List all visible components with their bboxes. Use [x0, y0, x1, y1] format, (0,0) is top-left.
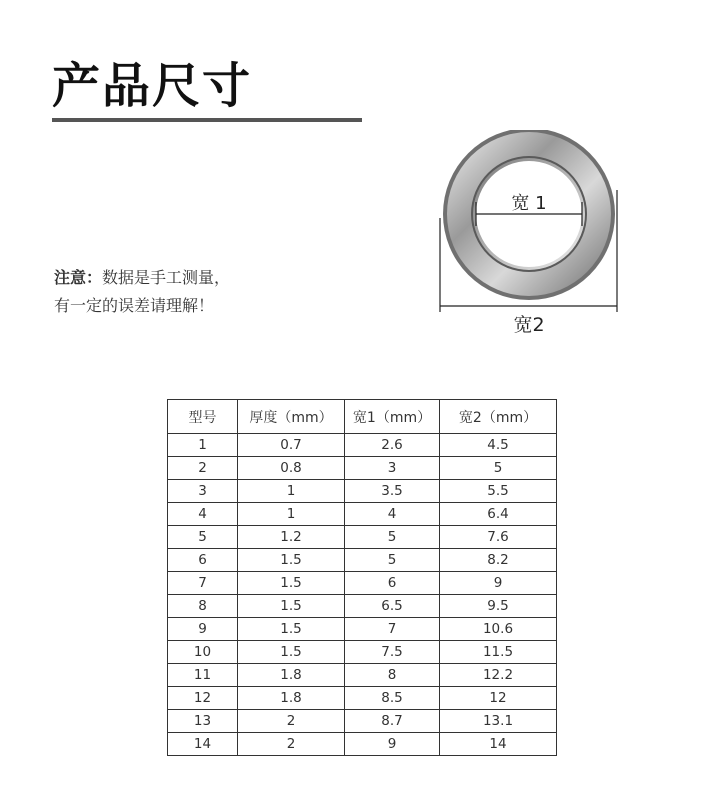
cell-outer-width: 6.4	[440, 503, 557, 526]
cell-model: 9	[168, 618, 238, 641]
cell-outer-width: 11.5	[440, 641, 557, 664]
cell-model: 6	[168, 549, 238, 572]
table-row	[168, 572, 557, 595]
table-header-row	[168, 400, 557, 434]
cell-model: 13	[168, 710, 238, 733]
size-table	[167, 399, 557, 756]
cell-model: 3	[168, 480, 238, 503]
cell-outer-width: 4.5	[440, 434, 557, 457]
note-text-1: 数据是手工测量，	[102, 268, 231, 287]
table-row	[168, 595, 557, 618]
cell-thickness: 1	[238, 480, 345, 503]
cell-thickness: 1.5	[238, 572, 345, 595]
cell-inner-width: 4	[345, 503, 440, 526]
cell-outer-width: 5	[440, 457, 557, 480]
header-inner-width: 宽1（mm）	[345, 400, 440, 434]
cell-outer-width: 9.5	[440, 595, 557, 618]
table-row	[168, 664, 557, 687]
table-row	[168, 618, 557, 641]
cell-thickness: 0.8	[238, 457, 345, 480]
table-row	[168, 641, 557, 664]
header-model: 型号	[168, 400, 238, 434]
note-text-2: 有一定的误差请理解！	[54, 296, 215, 315]
table-row	[168, 434, 557, 457]
cell-model: 11	[168, 664, 238, 687]
table-row	[168, 549, 557, 572]
note-line-1	[54, 264, 230, 292]
cell-outer-width: 5.5	[440, 480, 557, 503]
cell-inner-width: 2.6	[345, 434, 440, 457]
cell-inner-width: 3	[345, 457, 440, 480]
cell-outer-width: 13.1	[440, 710, 557, 733]
header-thickness: 厚度（mm）	[238, 400, 345, 434]
cell-thickness: 1.8	[238, 687, 345, 710]
cell-inner-width: 8.7	[345, 710, 440, 733]
cell-thickness: 2	[238, 710, 345, 733]
cell-model: 10	[168, 641, 238, 664]
cell-outer-width: 9	[440, 572, 557, 595]
cell-thickness: 0.7	[238, 434, 345, 457]
cell-inner-width: 9	[345, 733, 440, 756]
table-row	[168, 687, 557, 710]
table-row	[168, 457, 557, 480]
cell-inner-width: 6	[345, 572, 440, 595]
cell-model: 2	[168, 457, 238, 480]
note-label: 注意：	[54, 268, 103, 287]
cell-inner-width: 7	[345, 618, 440, 641]
table-row	[168, 710, 557, 733]
cell-model: 1	[168, 434, 238, 457]
outer-width-label: 宽2	[513, 314, 545, 336]
cell-model: 8	[168, 595, 238, 618]
header-outer-width: 宽2（mm）	[440, 400, 557, 434]
cell-inner-width: 7.5	[345, 641, 440, 664]
cell-model: 4	[168, 503, 238, 526]
cell-outer-width: 14	[440, 733, 557, 756]
cell-outer-width: 8.2	[440, 549, 557, 572]
cell-inner-width: 8	[345, 664, 440, 687]
metal-ring	[443, 130, 615, 300]
cell-thickness: 1.2	[238, 526, 345, 549]
inner-width-label: 宽 1	[511, 193, 547, 214]
cell-inner-width: 5	[345, 526, 440, 549]
cell-inner-width: 8.5	[345, 687, 440, 710]
cell-thickness: 1	[238, 503, 345, 526]
measurement-note	[54, 264, 230, 320]
ring-dimension-figure	[432, 130, 627, 340]
cell-model: 14	[168, 733, 238, 756]
cell-thickness: 2	[238, 733, 345, 756]
cell-thickness: 1.5	[238, 618, 345, 641]
cell-thickness: 1.8	[238, 664, 345, 687]
cell-thickness: 1.5	[238, 595, 345, 618]
page-title: 产品尺寸	[52, 58, 253, 114]
cell-model: 5	[168, 526, 238, 549]
cell-inner-width: 5	[345, 549, 440, 572]
cell-inner-width: 6.5	[345, 595, 440, 618]
cell-model: 12	[168, 687, 238, 710]
cell-outer-width: 10.6	[440, 618, 557, 641]
cell-outer-width: 12	[440, 687, 557, 710]
cell-outer-width: 7.6	[440, 526, 557, 549]
cell-thickness: 1.5	[238, 641, 345, 664]
table-row	[168, 526, 557, 549]
cell-model: 7	[168, 572, 238, 595]
title-underline	[52, 118, 362, 122]
cell-inner-width: 3.5	[345, 480, 440, 503]
table-row	[168, 480, 557, 503]
cell-outer-width: 12.2	[440, 664, 557, 687]
cell-thickness: 1.5	[238, 549, 345, 572]
table-row	[168, 503, 557, 526]
table-row	[168, 733, 557, 756]
